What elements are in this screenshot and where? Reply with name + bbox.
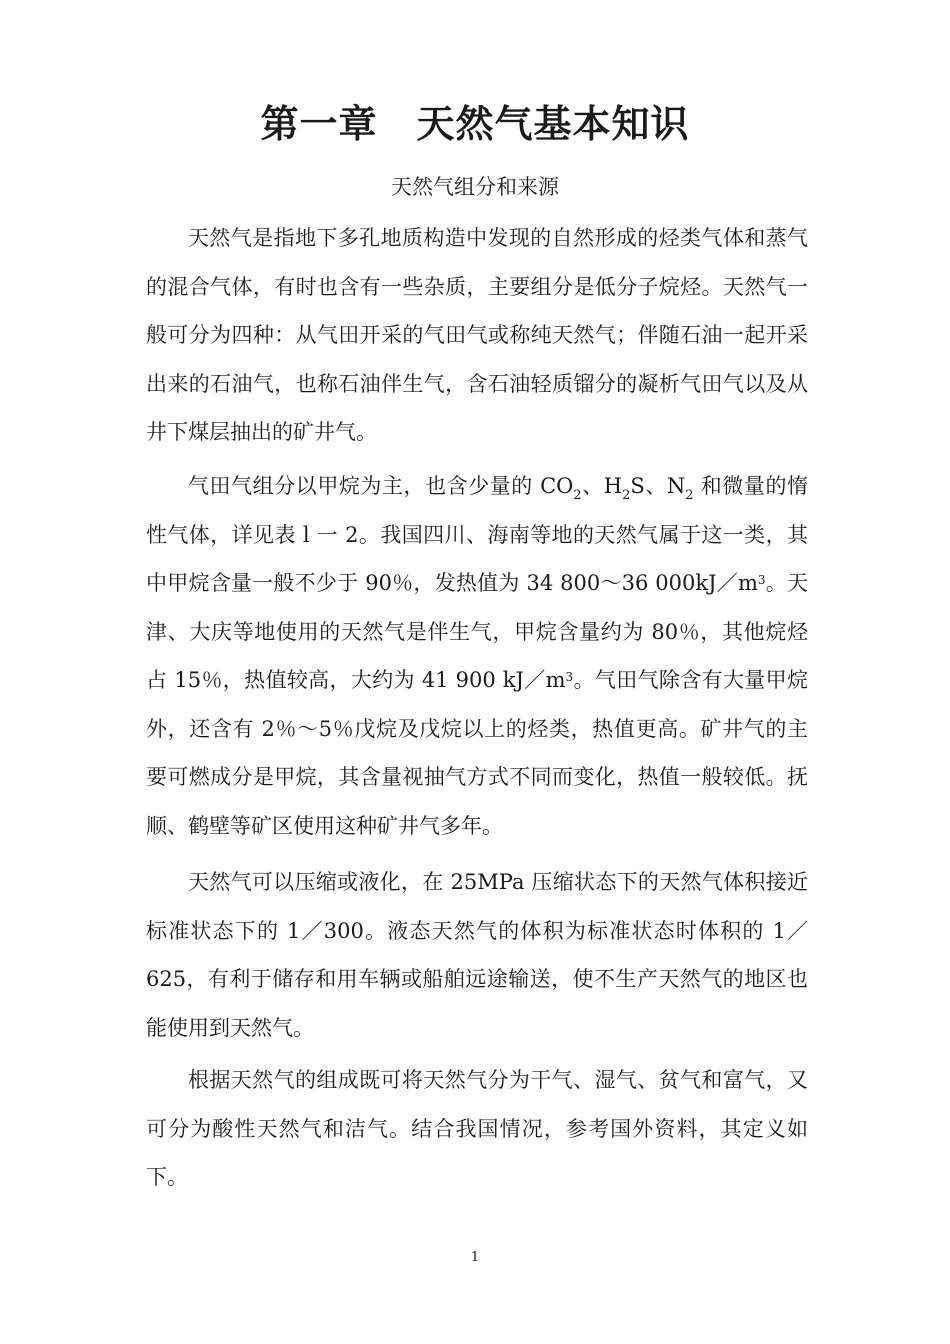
co2-formula: $CO_2$: [532, 474, 582, 503]
n2-formula: $N_2$: [666, 474, 694, 503]
section-title: 天然气组分和来源: [391, 175, 559, 199]
paragraph-composition-definition: 天然气是指地下多孔地质构造中发现的自然形成的烃类气体和蒸气的混合气体，有时也含有一些杂质，主要组分是低分子烷烃。天然气一般可分为四种：从气田开采的气田气或称纯天然气；伴随石油一起开采出来的石油气，也称石油伴生气，含石油轻质镏分的凝析气田气以及从井下煤层抽出的矿井气。: [146, 226, 808, 444]
paragraph-compression-liquefaction: 天然气可以压缩或液化，在 25MPa 压缩状态下的天然气体积接近标准状态下的 1／300。液态天然气的体积为标准状态时体积的 1／625，有利于储存和用车辆或船舶远途输送，使不生产天然气的地区也能使用到天然气。: [146, 870, 808, 1040]
chapter-title: 第一章 天然气基本知识: [260, 102, 690, 146]
cubic-exponent: 3: [757, 573, 766, 587]
paragraph-classification: 根据天然气的组成既可将天然气分为干气、湿气、贫气和富气，又可分为酸性天然气和洁气。结合我国情况，参考国外资料，其定义如下。: [146, 1068, 808, 1189]
cubic-exponent: 3: [565, 670, 574, 684]
paragraph-gas-field-composition: 气田气组分以甲烷为主，也含少量的 $CO_2$、$H_2S$、$N_2$ 和微量的惰性气体，详见表 l 一 2。我国四川、海南等地的天然气属于这一类，其中甲烷含量一般不少于 90％，发热值为 34 800～36 $000kJ/m^3$。天津、大庆等地使用的天然气是伴生气，甲烷含量约为 80％，其他烷烃占 15％，热值较高，大约为 41 900 $kJ/m^3$。气田气除含有大量甲烷外，还含有 2％～5％戊烷及戊烷以上的烃类，热值更高。矿井气的主要可燃成分是甲烷，其含量视抽气方式不同而变化，热值一般较低。抚顺、鹤壁等矿区使用这种矿井气多年。: [146, 474, 808, 838]
page-number: 1: [470, 1250, 480, 1265]
p2-text-4: 。气田气除含有大量甲烷外，还含有 2％～5％戊烷及戊烷以上的烃类，热值更高。矿井气的主要可燃成分是甲烷，其含量视抽气方式不同而变化，热值一般较低。抚顺、鹤壁等矿区使用这种矿井气多年。: [146, 668, 808, 838]
p2-text-2: 和微量的惰性气体，详见表 l 一 2。我国四川、海南等地的天然气属于这一类，其中甲烷含量一般不少于 90％，发热值为 34 800～36 000kJ／m: [146, 474, 808, 595]
h2s-formula: $H_2S$: [603, 474, 645, 503]
p2-text-1: 气田气组分以甲烷为主，也含少量的: [188, 474, 533, 498]
p2-text-3: 。天津、大庆等地使用的天然气是伴生气，甲烷含量约为 80％，其他烷烃占 15％，热值较高，大约为 41 900 kJ／m: [146, 571, 808, 692]
